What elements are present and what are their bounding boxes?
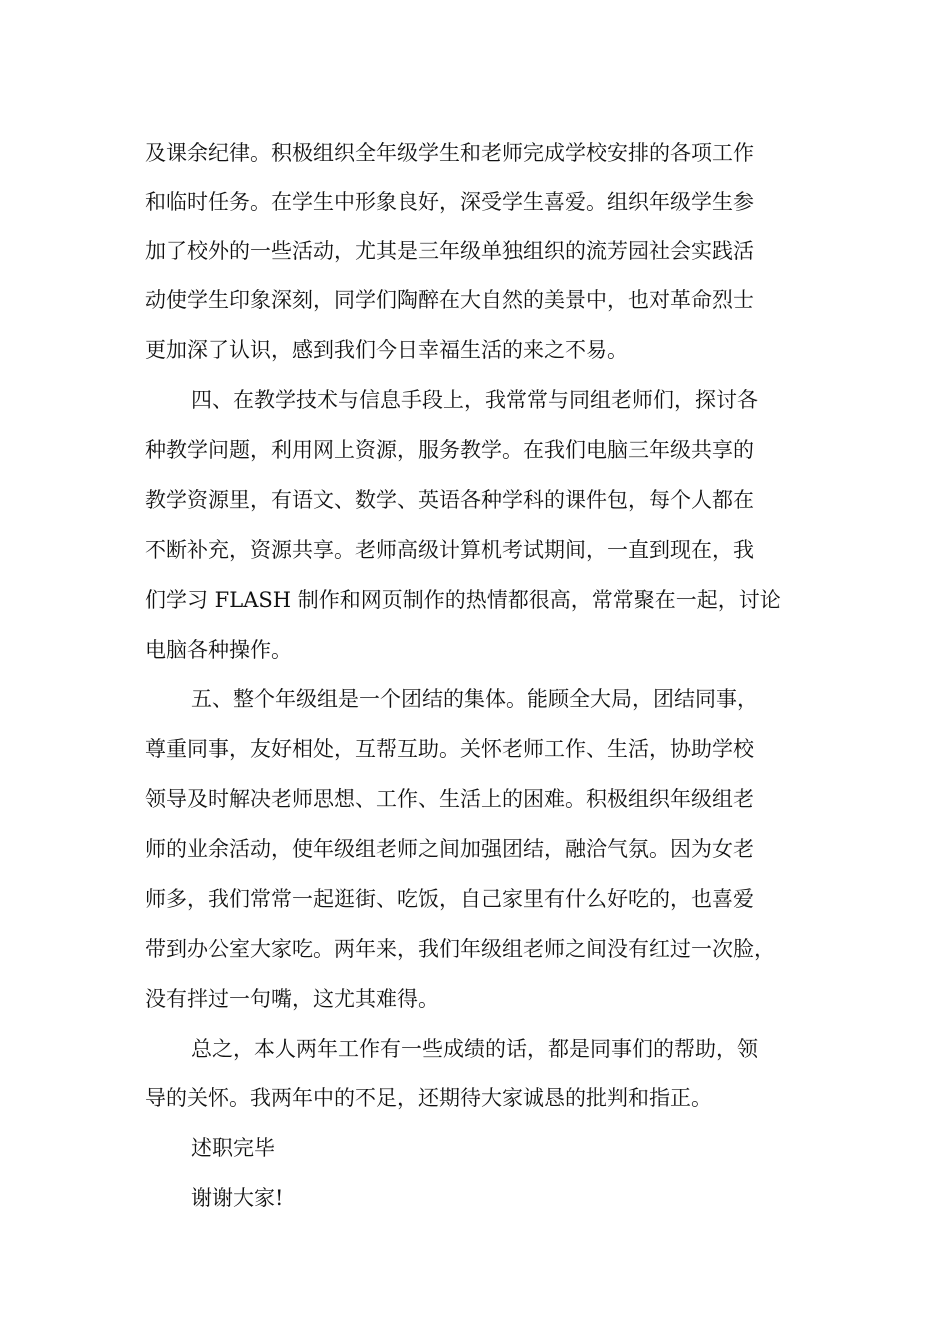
text-line: 导的关怀。我两年中的不足，还期待大家诚恳的批判和指正。	[145, 1086, 712, 1110]
text-line: 领导及时解决老师思想、工作、生活上的困难。积极组织年级组老	[145, 787, 754, 811]
text-line: 电脑各种操作。	[145, 638, 292, 662]
text-line: 不断补充，资源共享。老师高级计算机考试期间，一直到现在，我	[145, 538, 754, 562]
text-line: 们学习 FLASH 制作和网页制作的热情都很高，常常聚在一起，讨论	[145, 588, 781, 612]
closing-statement: 述职完毕	[191, 1136, 275, 1160]
text-line: 师多，我们常常一起逛街、吃饭，自己家里有什么好吃的，也喜爱	[145, 887, 754, 911]
text-line: 教学资源里，有语文、数学、英语各种学科的课件包，每个人都在	[145, 488, 754, 512]
text-line: 尊重同事，友好相处，互帮互助。关怀老师工作、生活，协助学校	[145, 737, 754, 761]
text-line: 动使学生印象深刻，同学们陶醉在大自然的美景中，也对革命烈士	[145, 288, 754, 312]
paragraph-5-first-line: 五、整个年级组是一个团结的集体。能顾全大局，团结同事，	[191, 687, 758, 711]
paragraph-4-first-line: 四、在教学技术与信息手段上，我常常与同组老师们，探讨各	[191, 388, 758, 412]
text-line: 和临时任务。在学生中形象良好，深受学生喜爱。组织年级学生参	[145, 190, 754, 214]
conclusion-first-line: 总之，本人两年工作有一些成绩的话，都是同事们的帮助，领	[191, 1037, 758, 1061]
text-line: 带到办公室大家吃。两年来，我们年级组老师之间没有红过一次脸，	[145, 937, 775, 961]
text-line: 更加深了认识，感到我们今日幸福生活的来之不易。	[145, 338, 628, 362]
text-line: 及课余纪律。积极组织全年级学生和老师完成学校安排的各项工作	[145, 141, 754, 165]
text-line: 没有拌过一句嘴，这尤其难得。	[145, 987, 439, 1011]
thanks-line: 谢谢大家!	[191, 1186, 284, 1210]
text-line: 师的业余活动，使年级组老师之间加强团结，融洽气氛。因为女老	[145, 837, 754, 861]
text-line: 种教学问题，利用网上资源，服务教学。在我们电脑三年级共享的	[145, 438, 754, 462]
text-line: 加了校外的一些活动，尤其是三年级单独组织的流芳园社会实践活	[145, 239, 754, 263]
